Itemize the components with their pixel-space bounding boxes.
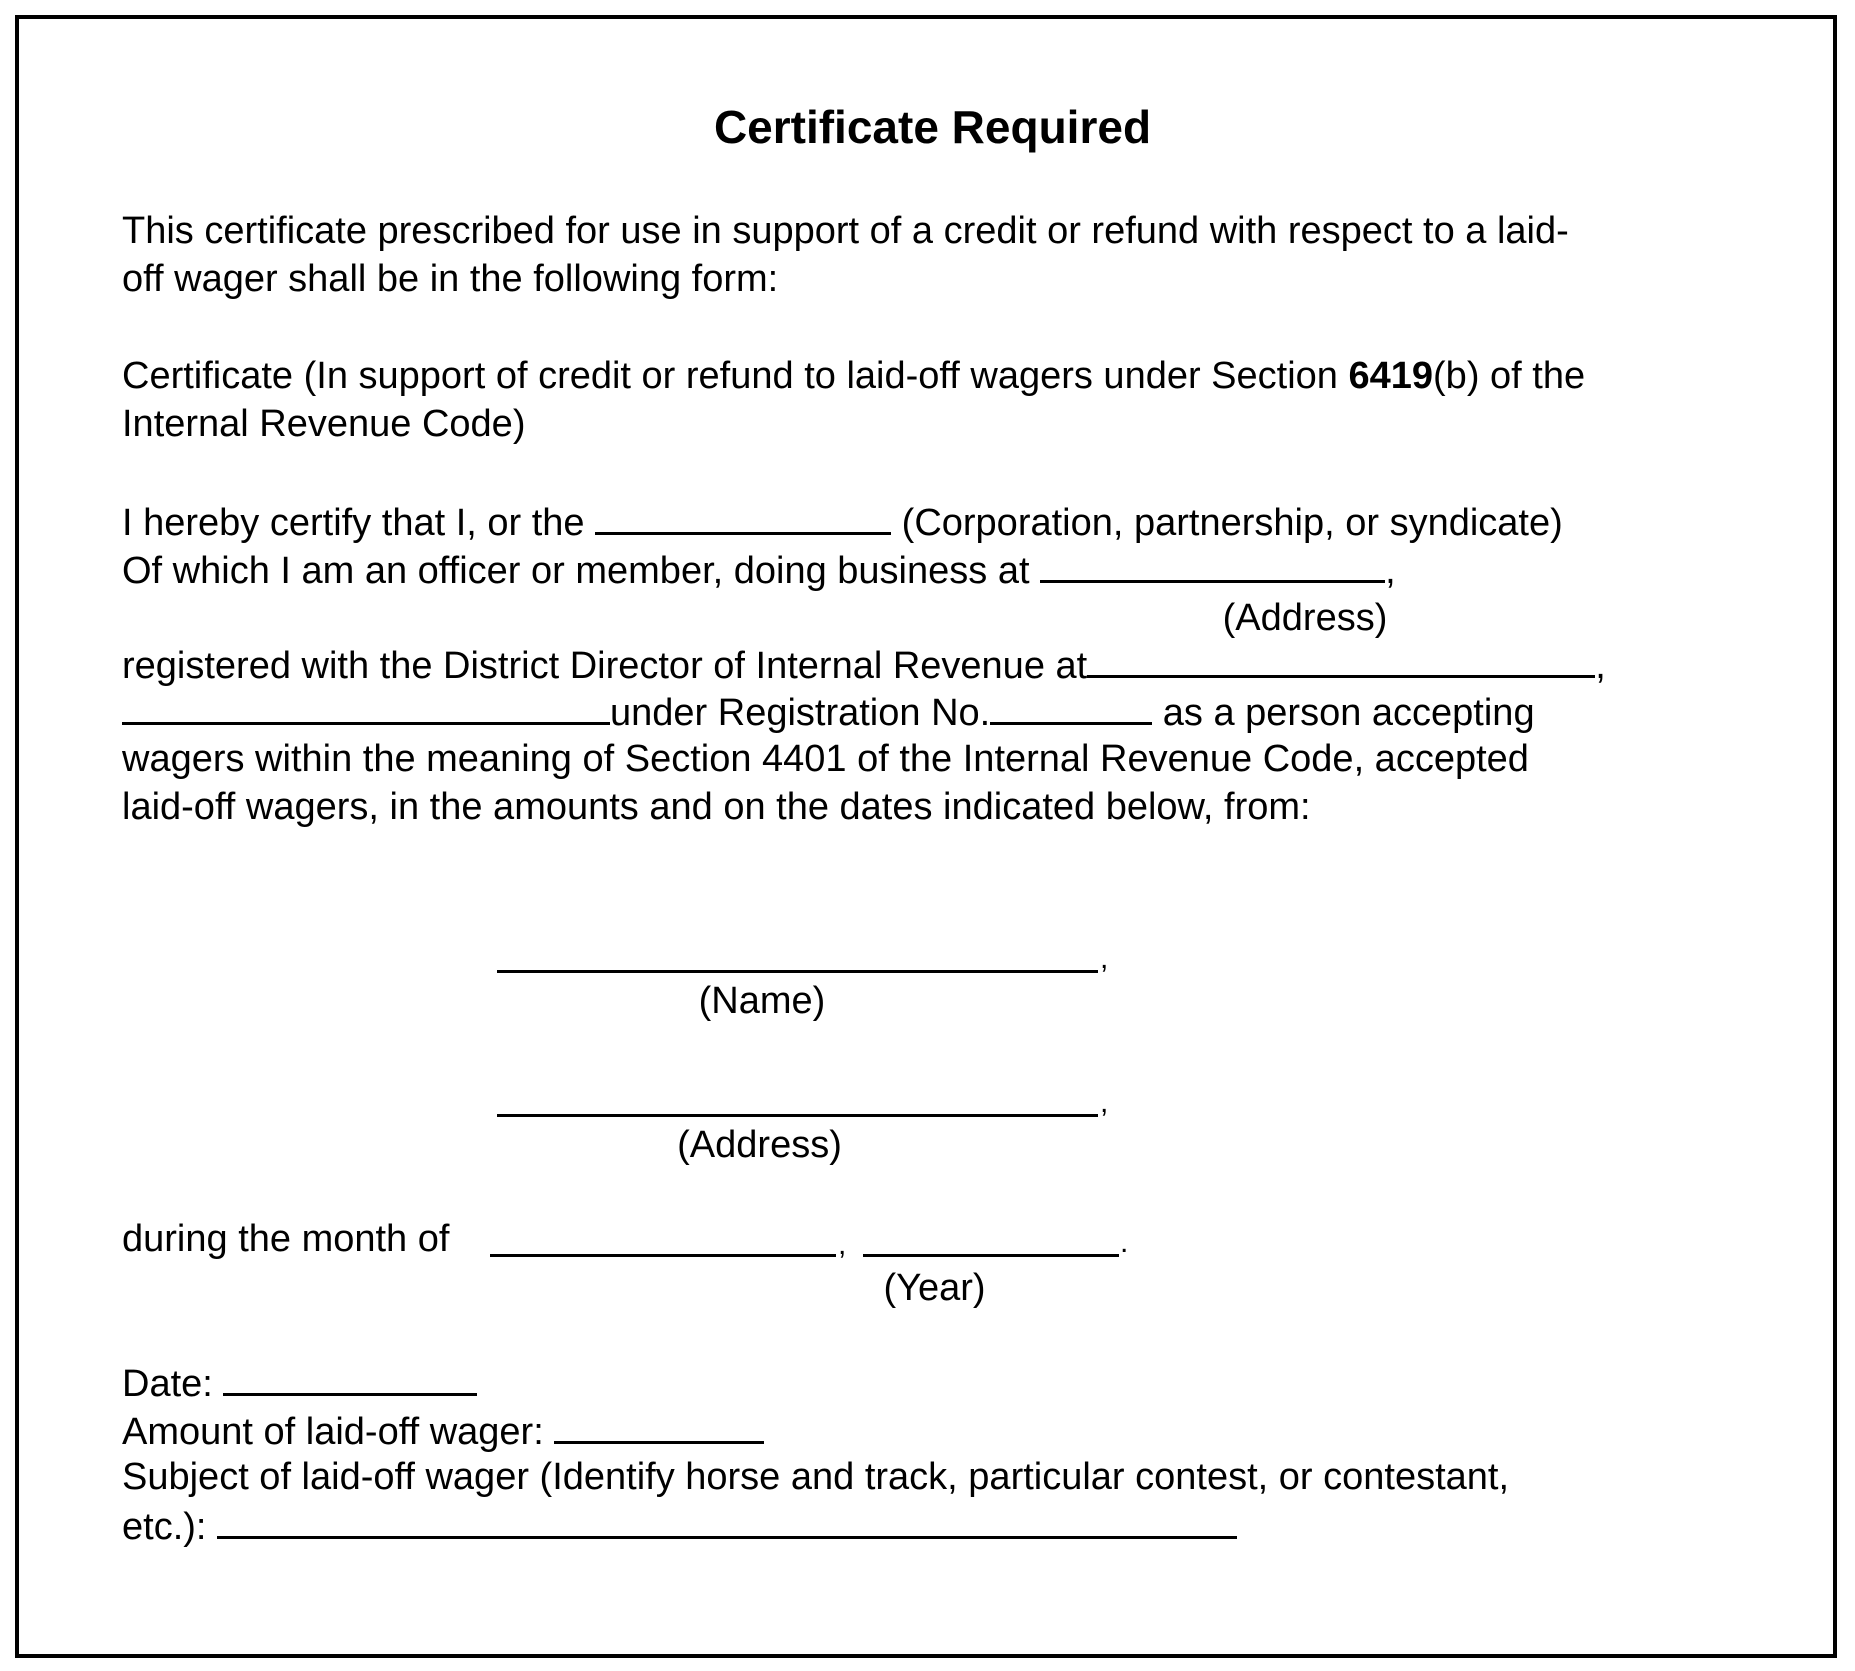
- date-blank[interactable]: [223, 1363, 477, 1396]
- comma: ,: [1595, 645, 1606, 687]
- date-label: Date:: [122, 1363, 224, 1405]
- entity-name-blank[interactable]: [595, 502, 891, 535]
- subject-label: etc.):: [122, 1506, 218, 1548]
- subject-line-1: Subject of laid-off wager (Identify horse and track, particular contest, or contestant,: [122, 1456, 1510, 1498]
- comma: ,: [1100, 942, 1109, 975]
- certificate-heading-line-2: Internal Revenue Code): [122, 403, 526, 445]
- from-name-blank[interactable]: [497, 970, 1098, 973]
- certify-prefix: I hereby certify that I, or the: [122, 502, 596, 544]
- comma: ,: [1100, 1086, 1109, 1119]
- certify-line-5: wagers within the meaning of Section 4401 of the Internal Revenue Code, accepted: [122, 738, 1529, 780]
- entity-type-caption: (Corporation, partnership, or syndicate): [891, 502, 1563, 544]
- district-location-continued-blank[interactable]: [122, 692, 610, 725]
- subject-row: [122, 1506, 1237, 1546]
- business-address-blank[interactable]: [1040, 550, 1385, 583]
- district-director-label: registered with the District Director of Internal Revenue at: [122, 645, 1088, 687]
- district-location-blank[interactable]: [1087, 645, 1595, 678]
- certify-line-4: [122, 692, 1535, 732]
- from-address-blank[interactable]: [497, 1114, 1098, 1117]
- year-caption: (Year): [883, 1267, 986, 1309]
- from-name-caption: (Name): [698, 980, 826, 1022]
- comma: ,: [1385, 550, 1396, 592]
- subject-blank[interactable]: [217, 1506, 1237, 1539]
- business-address-caption: (Address): [1222, 597, 1388, 639]
- business-address-label: Of which I am an officer or member, doing business at: [122, 550, 1041, 592]
- heading-suffix: (b) of the: [1433, 355, 1586, 397]
- certify-line-3: [122, 645, 1606, 685]
- date-row: [122, 1363, 477, 1403]
- month-label: during the month of: [122, 1218, 450, 1260]
- page-title: Certificate Required: [713, 101, 1152, 153]
- year-blank[interactable]: [863, 1254, 1119, 1257]
- certificate-heading: [122, 357, 1585, 395]
- from-address-caption: (Address): [677, 1124, 842, 1166]
- certify-line-1: [122, 502, 1563, 542]
- registration-number-blank[interactable]: [990, 692, 1152, 725]
- intro-line-1: This certificate prescribed for use in support of a credit or refund with respect to a laid-: [122, 210, 1569, 252]
- comma: ,: [838, 1228, 847, 1261]
- intro-line-2: off wager shall be in the following form:: [122, 258, 779, 300]
- certify-line-6: laid-off wagers, in the amounts and on the dates indicated below, from:: [122, 786, 1311, 828]
- amount-blank[interactable]: [554, 1411, 764, 1444]
- amount-label: Amount of laid-off wager:: [122, 1411, 555, 1453]
- person-accepting-text: as a person accepting: [1152, 692, 1535, 734]
- heading-prefix: Certificate (In support of credit or refund to laid-off wagers under Section: [122, 355, 1349, 397]
- certify-line-2: [122, 550, 1396, 590]
- period: .: [1120, 1226, 1129, 1259]
- section-number: 6419: [1348, 355, 1434, 397]
- month-blank[interactable]: [490, 1254, 836, 1257]
- amount-row: [122, 1411, 764, 1451]
- registration-label: under Registration No.: [610, 692, 991, 734]
